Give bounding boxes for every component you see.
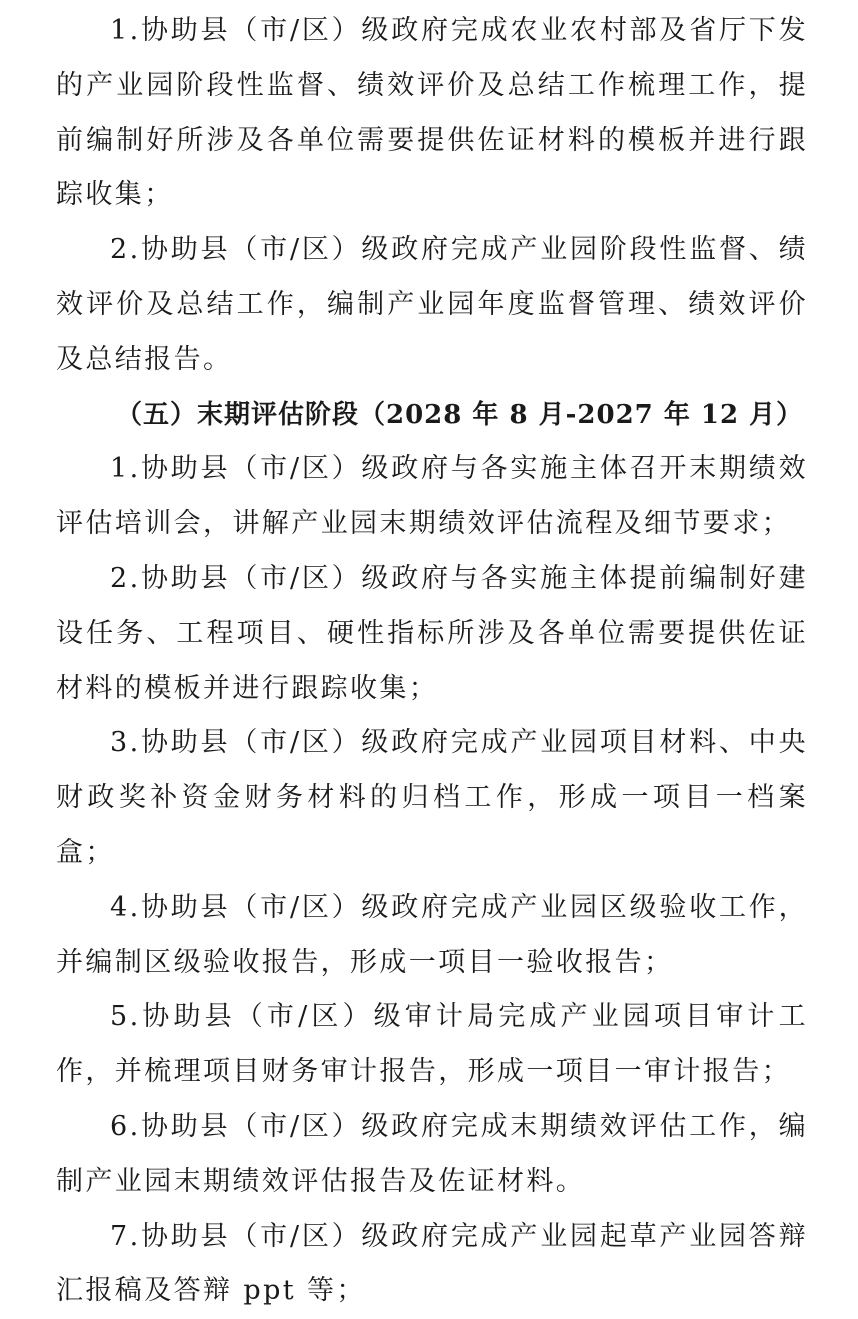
list-item: 4.协助县（市/区）级政府完成产业园区级验收工作，并编制区级验收报告，形成一项目一验收报告； <box>56 891 808 978</box>
list-item: 2.协助县（市/区）级政府与各实施主体提前编制好建设任务、工程项目、硬性指标所涉及各单位需要提供佐证材料的模板并进行跟踪收集； <box>56 562 808 704</box>
list-item: 6.协助县（市/区）级政府完成末期绩效评估工作，编制产业园末期绩效评估报告及佐证材料。 <box>56 1110 808 1197</box>
list-item: 7.协助县（市/区）级政府完成产业园起草产业园答辩汇报稿及答辩 ppt 等； <box>56 1220 808 1307</box>
document-page <box>56 4 808 1319</box>
section-heading: （五）末期评估阶段（2028 年 8 月-2027 年 12 月） <box>116 399 804 430</box>
paragraph-1: 1.协助县（市/区）级政府完成农业农村部及省厅下发的产业园阶段性监督、绩效评价及总结工作梳理工作，提前编制好所涉及各单位需要提供佐证材料的模板并进行跟踪收集； <box>56 15 808 211</box>
paragraph-2: 2.协助县（市/区）级政府完成产业园阶段性监督、绩效评价及总结工作，编制产业园年度监督管理、绩效评价及总结报告。 <box>56 234 808 375</box>
list-item: 5.协助县（市/区）级审计局完成产业园项目审计工作，并梳理项目财务审计报告，形成一项目一审计报告； <box>56 1001 808 1088</box>
list-item: 1.协助县（市/区）级政府与各实施主体召开末期绩效评估培训会，讲解产业园末期绩效评估流程及细节要求； <box>56 453 808 540</box>
list-item: 3.协助县（市/区）级政府完成产业园项目材料、中央财政奖补资金财务材料的归档工作，形成一项目一档案盒； <box>56 727 808 868</box>
